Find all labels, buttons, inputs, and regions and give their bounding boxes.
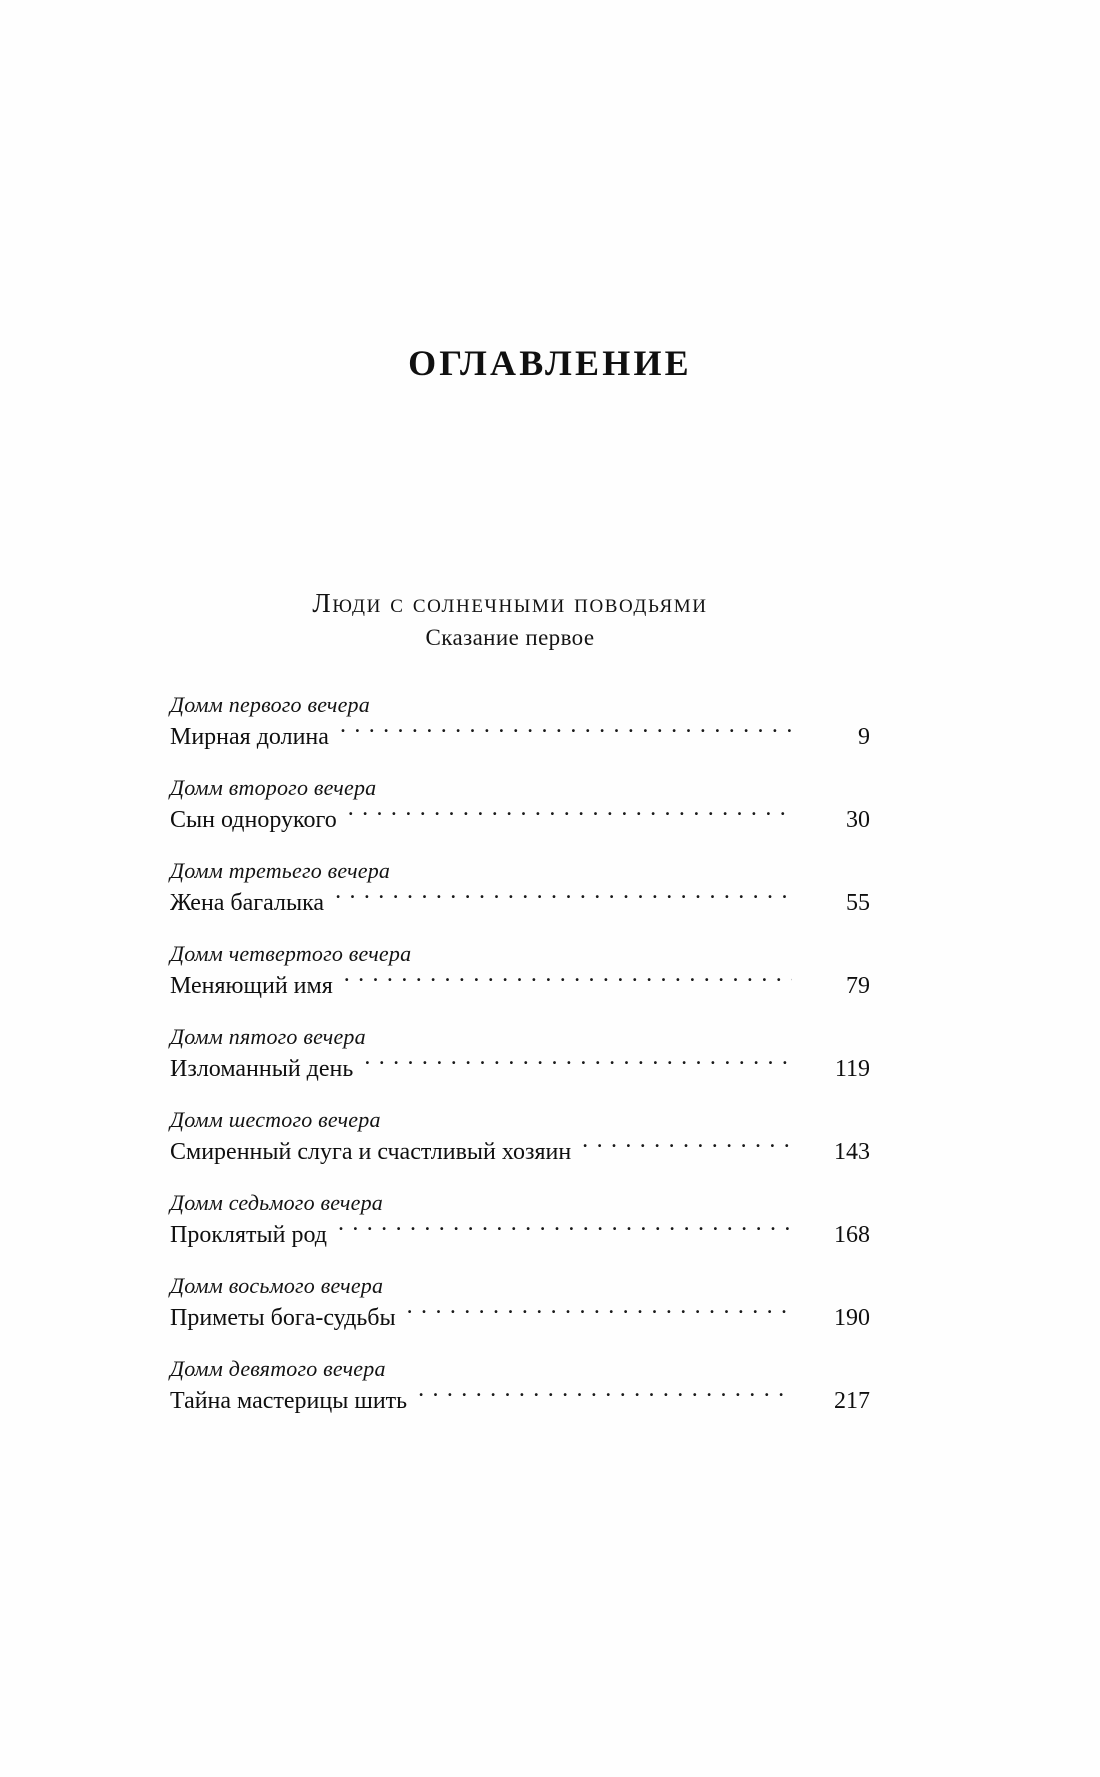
toc-entry-row[interactable] — [170, 1384, 870, 1418]
page-title: ОГЛАВЛЕНИЕ — [408, 343, 692, 383]
toc-dot-leader — [335, 886, 792, 910]
toc-entry-page-number: 9 — [858, 723, 870, 750]
toc-entry[interactable] — [170, 690, 870, 754]
toc-entry[interactable] — [170, 1271, 870, 1335]
toc-entry-title: Проклятый род — [170, 1221, 327, 1248]
toc-entry-row[interactable] — [170, 1301, 870, 1335]
toc-dot-leader — [582, 1135, 792, 1159]
toc-entry[interactable] — [170, 773, 870, 837]
toc-entry[interactable] — [170, 856, 870, 920]
toc-dot-leader — [418, 1384, 792, 1408]
toc-dot-leader — [348, 803, 792, 827]
toc-entry[interactable] — [170, 1354, 870, 1418]
toc-entry-row[interactable] — [170, 969, 870, 1003]
toc-entry-row[interactable] — [170, 720, 870, 754]
toc-entry-label: Домм первого вечера — [170, 692, 370, 717]
toc-entry-page-number: 30 — [846, 806, 870, 833]
toc-entry-label: Домм седьмого вечера — [170, 1189, 383, 1215]
toc-entry-row[interactable] — [170, 1218, 870, 1252]
toc-entry-title: Тайна мастерицы шить — [170, 1387, 408, 1414]
toc-entry-page-number: 143 — [834, 1138, 870, 1165]
toc-entry-row[interactable] — [170, 803, 870, 837]
toc-entry-title: Изломанный день — [170, 1055, 354, 1082]
toc-entry-row[interactable] — [170, 886, 870, 920]
toc-entry-row[interactable] — [170, 1052, 870, 1086]
toc-entry[interactable] — [170, 939, 870, 1003]
toc-entry-label: Домм пятого вечера — [170, 1023, 366, 1049]
toc-entry-label: Домм четвертого вечера — [170, 940, 412, 966]
part-subtitle: Сказание первое — [425, 625, 595, 651]
toc-entry-row[interactable] — [170, 1135, 870, 1169]
toc-entry-page-number: 79 — [846, 972, 870, 999]
toc-dot-leader — [364, 1052, 792, 1076]
toc-entry-list — [170, 690, 870, 1418]
toc-dot-leader — [340, 720, 792, 744]
toc-entry[interactable] — [170, 1188, 870, 1252]
toc-entry-label: Домм девятого вечера — [170, 1355, 386, 1381]
toc-entry-label: Домм второго вечера — [170, 774, 377, 800]
toc-entry-label: Домм восьмого вечера — [170, 1272, 384, 1298]
toc-dot-leader — [338, 1218, 792, 1242]
toc-dot-leader — [344, 969, 792, 993]
part-title: Люди с солнечными поводьями — [312, 588, 708, 618]
toc-entry-title: Меняющий имя — [170, 972, 333, 999]
toc-entry-page-number: 190 — [834, 1304, 870, 1331]
toc-entry-title: Жена багалыка — [170, 889, 325, 916]
part-heading-block — [160, 588, 860, 651]
toc-entry-title: Приметы бога-судьбы — [170, 1304, 396, 1331]
toc-entry-page-number: 55 — [846, 889, 870, 916]
toc-entry[interactable] — [170, 1105, 870, 1169]
toc-entry-page-number: 119 — [834, 1055, 870, 1082]
toc-entry[interactable] — [170, 1022, 870, 1086]
toc-entry-label: Домм шестого вечера — [170, 1106, 381, 1132]
toc-entry-page-number: 168 — [834, 1221, 870, 1248]
toc-entry-page-number: 217 — [834, 1387, 870, 1414]
toc-entry-title: Мирная долина — [170, 723, 329, 750]
toc-entry-label: Домм третьего вечера — [170, 857, 391, 883]
toc-entry-title: Смиренный слуга и счастливый хозяин — [170, 1138, 572, 1165]
toc-entry-title: Сын однорукого — [170, 806, 337, 833]
toc-dot-leader — [407, 1301, 792, 1325]
